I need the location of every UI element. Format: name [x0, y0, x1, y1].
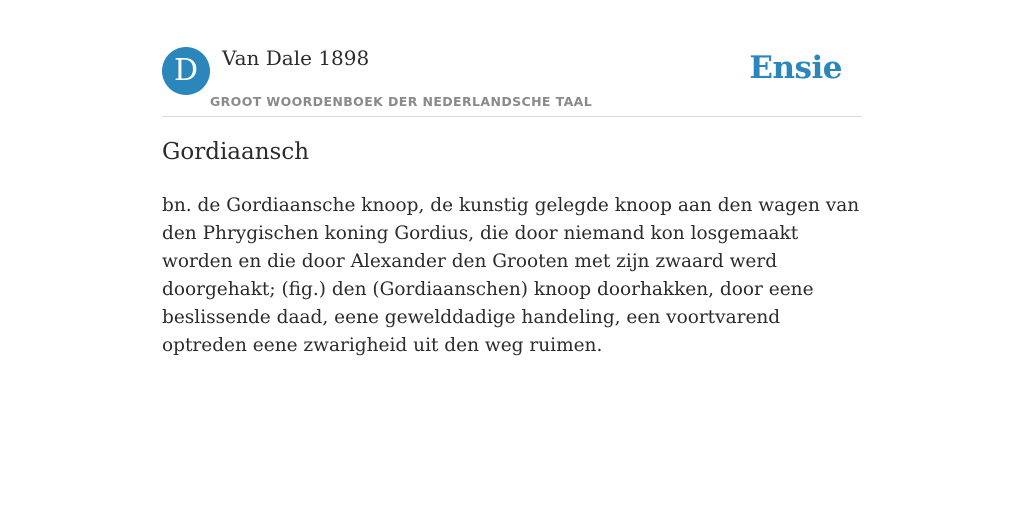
dictionary-header — [162, 46, 862, 117]
entry-definition: bn. de Gordiaansche knoop, de kunstig gelegde knoop aan den wagen van den Phrygischen koning Gordius, die door niemand kon losgemaakt worden en die door Alexander den Grooten met zijn zwaard werd doorgehakt; (fig.) den (Gordiaanschen) knoop doorhakken, door eene beslissende daad, eene gewelddadige handeling, een voortvarend optreden eene zwarigheid uit den weg ruimen. — [162, 195, 860, 356]
source-avatar[interactable]: D — [162, 47, 210, 95]
source-title[interactable]: Van Dale 1898 — [222, 46, 370, 70]
ensie-logo[interactable]: Ensie — [749, 50, 842, 86]
source-subtitle: GROOT WOORDENBOEK DER NEDERLANDSCHE TAAL — [210, 94, 593, 109]
entry-headword: Gordiaansch — [162, 139, 310, 165]
